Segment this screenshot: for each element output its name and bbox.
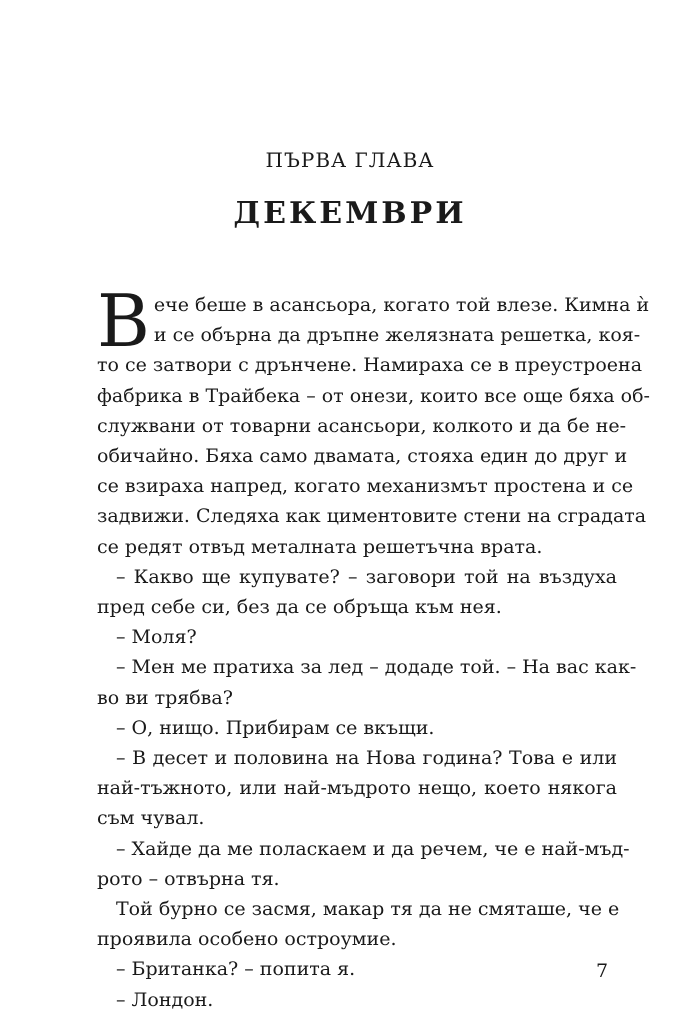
text-line: пред себе си, без да се обръща към нея. — [97, 596, 502, 619]
chapter-label: ПЪРВА ГЛАВА — [265, 148, 435, 172]
text-line: задвижи. Следяха как циментовите стени на сградата — [97, 505, 647, 528]
text-line: съм чувал. — [97, 807, 205, 830]
chapter-title: ДЕКЕМВРИ — [233, 196, 467, 231]
text-line: служвани от товарни асансьори, колкото и да бе не- — [97, 414, 627, 437]
text-line: фабрика в Трайбека – от онези, които все още бяха об- — [97, 384, 650, 407]
drop-cap: В — [97, 279, 150, 363]
text-line: най-тъжното, или най-мъдрото нещо, което някога — [97, 777, 617, 800]
text-line: рото – отвърна тя. — [97, 867, 280, 890]
text-line: и се обърна да дръпне желязната решетка, коя- — [153, 324, 641, 347]
text-line: то се затвори с дрънчене. Намираха се в преустроена — [97, 354, 643, 377]
text-line: ече беше в асансьора, когато той влезе. Кимна ѝ — [153, 294, 650, 316]
text-line: – Британка? – попита я. — [116, 958, 356, 981]
text-line: – В десет и половина на Нова година? Това е или — [116, 747, 617, 770]
text-line: – Моля? — [116, 626, 197, 649]
page-number: 7 — [596, 960, 609, 982]
text-line: – Какво ще купувате? – заговори той на въздуха — [116, 565, 617, 588]
text-line: – Лондон. — [116, 988, 214, 1011]
text-line: обичайно. Бяха само двамата, стояха един до друг и — [97, 445, 628, 468]
text-line: се взираха напред, когато механизмът простена и се — [97, 475, 634, 498]
text-line: се редят отвъд металната решетъчна врата. — [97, 535, 543, 558]
text-line: – О, нищо. Прибирам се вкъщи. — [116, 716, 435, 739]
text-line: – Мен ме пратиха за лед – додаде той. – На вас как- — [116, 656, 637, 679]
body-text — [97, 279, 650, 1015]
text-line: проявила особено остроумие. — [97, 928, 397, 951]
text-line: Той бурно се засмя, макар тя да не смяташе, че е — [116, 898, 620, 921]
text-line: – Хайде да ме поласкаем и да речем, че е най-мъд- — [116, 837, 630, 860]
text-line: во ви трябва? — [97, 686, 233, 709]
